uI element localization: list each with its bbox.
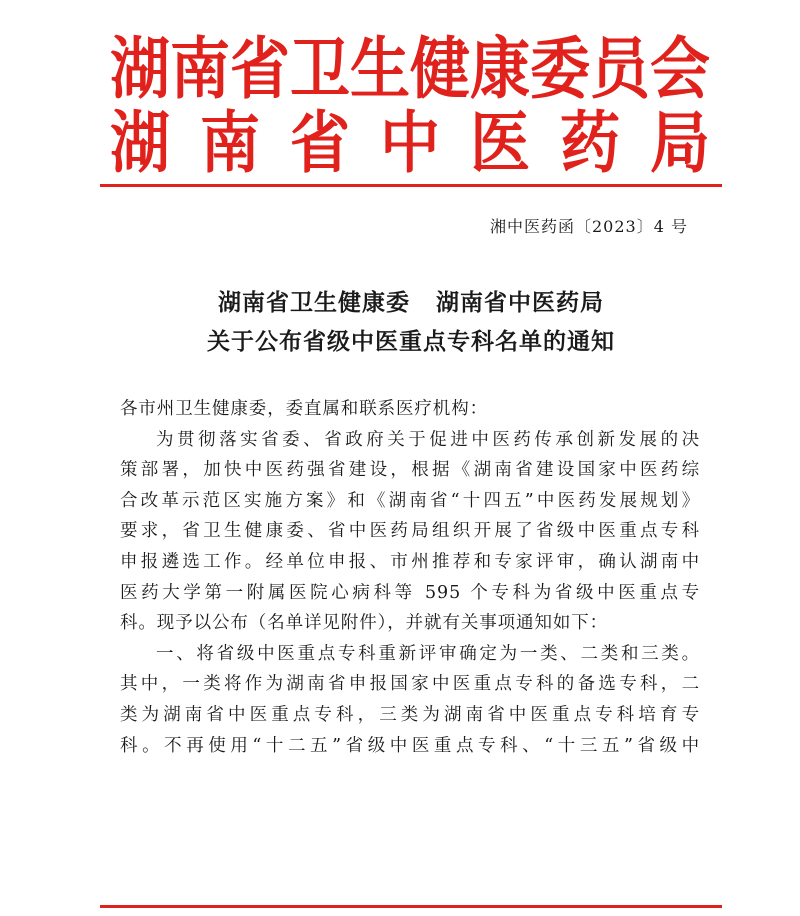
document-number: 湘中医药函〔2023〕4 号 [490, 217, 688, 236]
masthead-line-tcm-bureau [110, 102, 710, 185]
body-line: 一、将省级中医重点专科重新评审确定为一类、二类和三类。 [156, 643, 700, 664]
masthead-char: 湖 [110, 104, 170, 183]
body-line: 要求，省卫生健康委、省中医药局组织开展了省级中医重点专科 [120, 521, 700, 542]
body-line: 为贯彻落实省委、省政府关于促进中医药传承创新发展的决 [156, 429, 700, 450]
masthead-char: 康 [470, 30, 530, 109]
masthead-char: 中 [380, 104, 440, 183]
masthead-char: 南 [200, 104, 260, 183]
masthead-char: 会 [650, 30, 710, 109]
masthead-char: 健 [410, 30, 470, 109]
masthead-char: 省 [290, 104, 350, 183]
masthead-char: 生 [350, 30, 410, 109]
body-line: 科。不再使用“十二五”省级中医重点专科、“十三五”省级中 [120, 735, 700, 756]
red-divider-bottom [100, 905, 722, 908]
body-line: 医药大学第一附属医院心病科等 595 个专科为省级中医重点专 [120, 582, 700, 603]
body-line: 合改革示范区实施方案》和《湖南省“十四五”中医药发展规划》 [120, 490, 700, 511]
document-title-line-1 [100, 284, 722, 317]
masthead-char: 局 [650, 104, 710, 183]
body-line: 类为湖南省中医重点专科，三类为湖南省中医重点专科培育专 [120, 704, 700, 725]
body-line: 科。现予以公布（名单详见附件），并就有关事项通知如下： [120, 613, 609, 634]
body-line: 策部署，加快中医药强省建设，根据《湖南省建设国家中医药综 [120, 460, 700, 481]
masthead-line-health-commission [110, 28, 710, 111]
masthead-char: 员 [590, 30, 650, 109]
masthead-char: 医 [470, 104, 530, 183]
body-line: 申报遴选工作。经单位申报、市州推荐和专家评审，确认湖南中 [120, 551, 700, 572]
title-issuer-1: 湖南省卫生健康委 [218, 290, 410, 316]
masthead-char: 南 [170, 30, 230, 109]
body-line: 各市州卫生健康委，委直属和联系医疗机构： [120, 399, 488, 419]
masthead-char: 药 [560, 104, 620, 183]
document-title-line-2: 关于公布省级中医重点专科名单的通知 [207, 329, 615, 355]
masthead [110, 28, 710, 183]
masthead-char: 委 [530, 30, 590, 109]
masthead-char: 卫 [290, 30, 350, 109]
masthead-char: 湖 [110, 30, 170, 109]
masthead-char: 省 [230, 30, 290, 109]
title-issuer-2: 湖南省中医药局 [436, 290, 604, 316]
red-divider-top [100, 184, 722, 187]
document-body [120, 394, 700, 761]
body-line: 其中，一类将作为湖南省申报国家中医重点专科的备选专科，二 [120, 674, 700, 695]
